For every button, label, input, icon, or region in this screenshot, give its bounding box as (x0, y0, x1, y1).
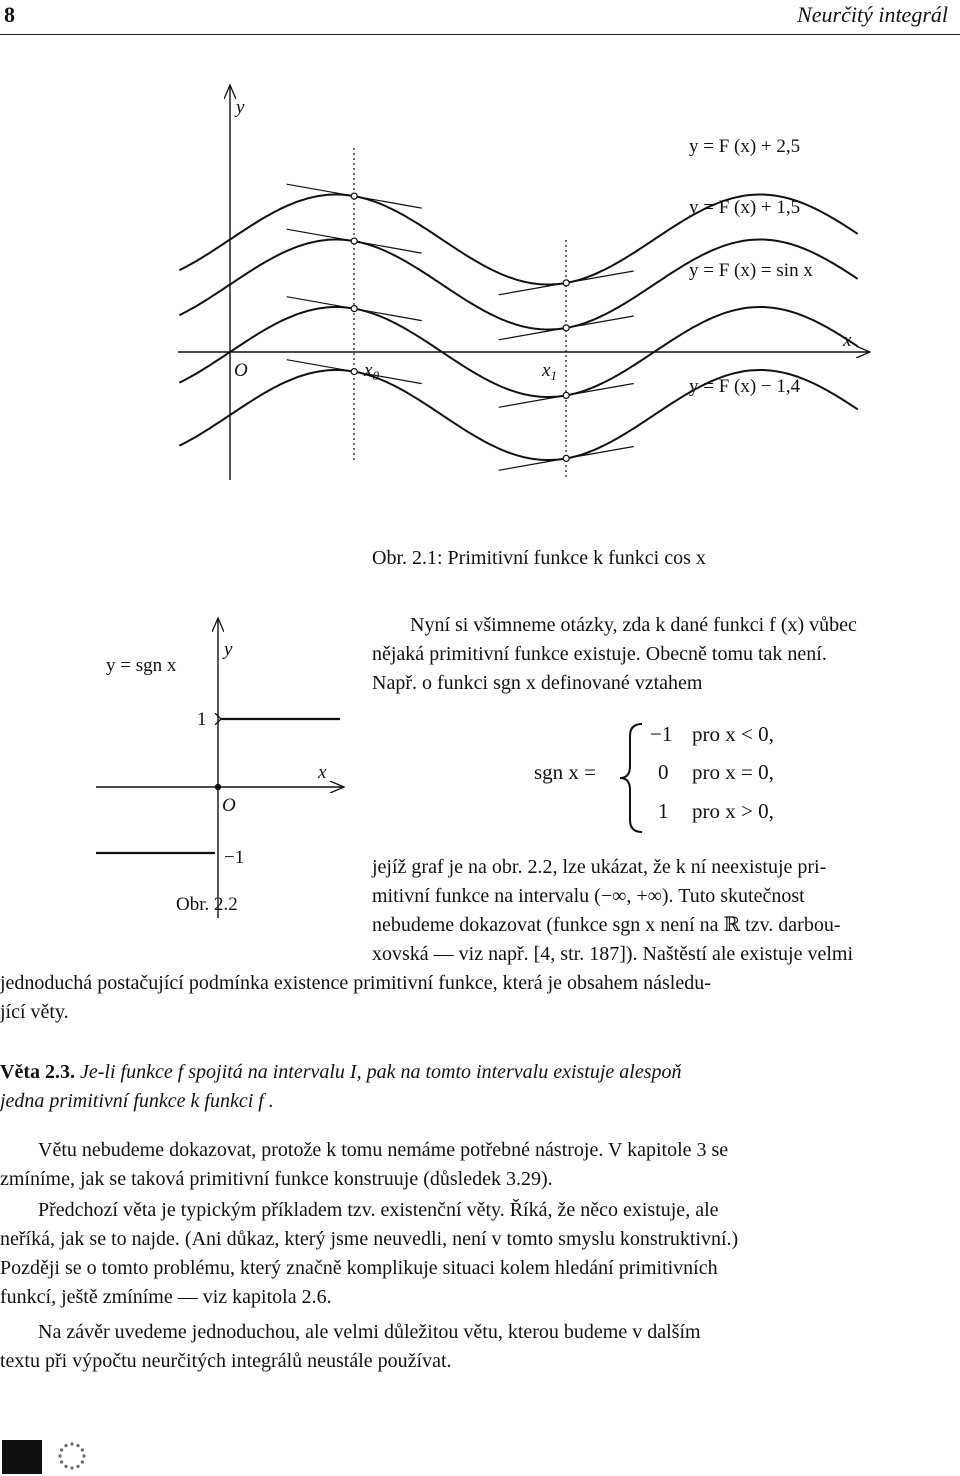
points-group (351, 193, 569, 461)
tangent-point-2-1 (563, 392, 569, 398)
full-line: jící věty. (0, 1001, 69, 1023)
eu-star (81, 1448, 84, 1451)
curve-label-1: y = F (x) + 1,5 (689, 197, 801, 218)
tangent-point-1-1 (563, 325, 569, 331)
esf-eu-logo (0, 1430, 100, 1476)
formula-brace (618, 722, 648, 834)
intro-paragraph (372, 611, 960, 698)
sgn-y-label: y (224, 639, 233, 660)
page-number: 8 (4, 2, 15, 27)
formula-row-value: 0 (658, 760, 669, 784)
p3-line: textu při výpočtu neurčitých integrálů neustále používat. (0, 1350, 452, 1372)
intro-line: Např. o funkci sgn x definované vztahem (372, 672, 703, 694)
theorem-text: Je-li funkce f spojitá na intervalu I, pak na tomto intervalu existuje alespoň (79, 1061, 682, 1083)
eu-star (60, 1460, 63, 1463)
curve-label-0: y = F (x) + 2,5 (689, 136, 801, 157)
after-line: mitivní funkce na intervalu (−∞, +∞). Tuto skutečnost (372, 885, 805, 907)
tangent-point-3-0 (351, 369, 357, 375)
formula-row-value: 1 (658, 799, 669, 823)
formula-lhs: sgn x = (534, 760, 597, 784)
eu-star (70, 1442, 73, 1445)
after-formula-paragraph (372, 853, 960, 969)
eu-star (64, 1465, 67, 1468)
intro-line: Nyní si všimneme otázky, zda k dané funkci f (x) vůbec (410, 614, 857, 636)
header-rule (0, 34, 960, 35)
p2-line: Předchozí věta je typickým příkladem tzv. existenční věty. Říká, že něco existuje, ale (38, 1199, 719, 1221)
theorem-label: Věta 2.3. (0, 1061, 75, 1083)
sgn-definition-formula (534, 720, 834, 836)
x1-label: $x_1$ (542, 360, 557, 383)
paragraph-3 (0, 1318, 960, 1376)
after-line: xovská — viz např. [4, str. 187]). Naštěstí ale existuje velmi (372, 943, 854, 965)
curves-group (179, 195, 857, 461)
origin-label: O (234, 360, 248, 381)
eu-star (76, 1444, 79, 1447)
curve-label-3: y = F (x) − 1,4 (689, 376, 801, 397)
sgn-title: y = sgn x (106, 655, 177, 676)
tangent-point-0-0 (351, 193, 357, 199)
sgn-caption: Obr. 2.2 (176, 894, 238, 915)
tangent-point-1-0 (351, 238, 357, 244)
formula-row-cond: pro x = 0, (692, 760, 774, 784)
paragraph-1 (0, 1136, 960, 1194)
p2-line: neříká, jak se to najde. (Ani důkaz, který jsme neuvedli, není v tomto smyslu konstruktivní.) (0, 1228, 739, 1250)
theorem-text: jedna primitivní funkce k funkci f . (0, 1090, 274, 1112)
eu-star (82, 1454, 85, 1457)
curve-labels (689, 136, 813, 397)
formula-row-value: −1 (650, 722, 673, 746)
sgn-minus-one-label: −1 (224, 847, 245, 868)
intro-line: nějaká primitivní funkce existuje. Obecně tomu tak není. (372, 643, 827, 665)
p3-line: Na závěr uvedeme jednoduchou, ale velmi důležitou větu, kterou budeme v dalším (38, 1321, 701, 1343)
curve-label-2: y = F (x) = sin x (689, 260, 813, 281)
full-line: jednoduchá postačující podmínka existence primitivní funkce, která je obsahem následu- (0, 972, 711, 994)
running-title: Neurčitý integrál (797, 2, 948, 27)
x-axis-label: x (843, 330, 852, 351)
after-line: jejíž graf je na obr. 2.2, lze ukázat, že k ní neexistuje pri- (372, 856, 827, 878)
sgn-origin-label: O (222, 795, 236, 816)
tangent-point-0-1 (563, 280, 569, 286)
sgn-x-label: x (318, 762, 327, 783)
full-width-paragraph (0, 969, 960, 1027)
tangent-point-2-0 (351, 306, 357, 312)
curve-1 (179, 240, 857, 330)
theorem-block (0, 1058, 960, 1116)
formula-row-cond: pro x > 0, (692, 799, 774, 823)
p1-line: Větu nebudeme dokazovat, protože k tomu nemáme potřebné nástroje. V kapitole 3 se (38, 1139, 729, 1161)
y-axis-label: y (236, 97, 245, 118)
eu-star (64, 1444, 67, 1447)
esf-logo-box (2, 1440, 42, 1474)
formula-row-cond: pro x < 0, (692, 722, 774, 746)
p2-line: funkcí, ještě zmíníme — viz kapitola 2.6. (0, 1286, 332, 1308)
p2-line: Později se o tomto problému, který značně komplikuje situaci kolem hledání primitivních (0, 1257, 718, 1279)
eu-star (60, 1448, 63, 1451)
p1-line: zmíníme, jak se taková primitivní funkce konstruuje (důsledek 3.29). (0, 1168, 553, 1190)
after-line: nebudeme dokazovat (funkce sgn x není na ℝ tzv. darbou- (372, 914, 841, 936)
sgn-origin-point (215, 784, 221, 790)
tangent-point-3-1 (563, 455, 569, 461)
eu-star (58, 1454, 61, 1457)
figure-primitive-functions (0, 60, 960, 540)
eu-star (81, 1460, 84, 1463)
figure-sgn (0, 600, 380, 920)
eu-stars-icon (58, 1442, 85, 1469)
figure1-caption: Obr. 2.1: Primitivní funkce k funkci cos x (372, 547, 706, 569)
x0-label: $x_0$ (364, 360, 379, 383)
eu-star (76, 1465, 79, 1468)
eu-star (70, 1466, 73, 1469)
sgn-one-label: 1 (197, 709, 207, 730)
paragraph-2 (0, 1196, 960, 1312)
